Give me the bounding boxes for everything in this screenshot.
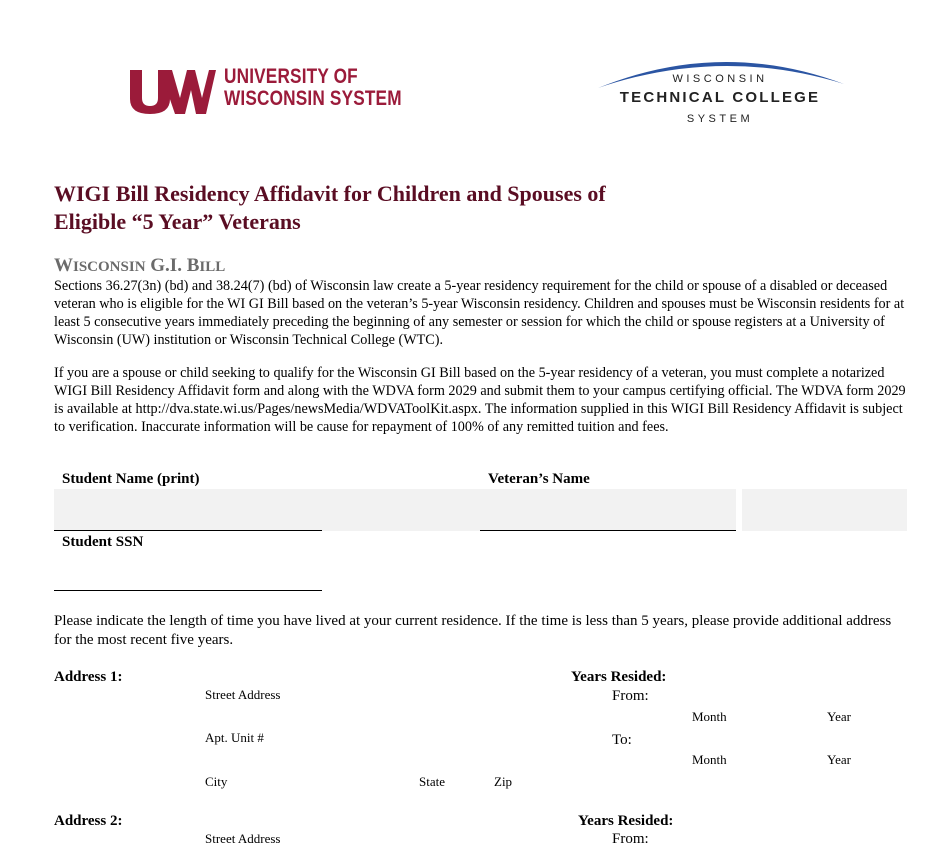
address2-label: Address 2: [54, 813, 123, 829]
title-line1: WIGI Bill Residency Affidavit for Children and Spouses of [54, 181, 606, 206]
uw-logo-line1: UNIVERSITY OF [224, 65, 358, 88]
uw-logo-line2: WISCONSIN SYSTEM [224, 87, 402, 110]
address2-years-resided-label: Years Resided: [578, 813, 674, 829]
paragraph-instructions: If you are a spouse or child seeking to qualify for the Wisconsin GI Bill based on the 5-year residency of a veteran, you must complete a notarized WIGI Bill Residency Affidavit form and along with the WDVA form 2029 and submit them to your campus certifying official. The WDVA form 2029 is available at http://dva.state.wi.us/Pages/newsMedia/WDVAToolKit.aspx. The information supplied in this WIGI Bill Residency Affidavit is subject to verification. Inaccurate information will be cause for repayment of 100% of any remitted tuition and fees. [54, 365, 906, 435]
section-heading-gi: G.I. B [145, 255, 200, 276]
document-title [54, 180, 694, 236]
section-heading-ill: ILL [199, 259, 226, 275]
veterans-name-underline [480, 530, 736, 531]
title-line2: Eligible “5 Year” Veterans [54, 209, 301, 234]
section-heading [54, 255, 225, 277]
student-ssn-label: Student SSN [62, 534, 144, 550]
address1-zip-label: Zip [494, 774, 513, 789]
address1-from-month-label: Month [692, 709, 727, 724]
address1-label: Address 1: [54, 669, 123, 685]
address1-from-label: From: [612, 688, 649, 704]
address1-street-label: Street Address [205, 687, 281, 702]
student-name-field[interactable] [54, 489, 322, 531]
section-heading-isconsin: ISCONSIN [73, 259, 146, 275]
wtcs-logo-top: WISCONSIN [672, 73, 768, 85]
address1-to-month-label: Month [692, 752, 727, 767]
residence-instructions: Please indicate the length of time you have lived at your current residence. If the time is less than 5 years, please provide additional address for the most recent five years. [54, 613, 892, 648]
student-ssn-underline [54, 590, 322, 591]
name-field-gap-shade [322, 489, 480, 531]
student-name-underline [54, 530, 322, 531]
paragraph-requirements: Sections 36.27(3n) (bd) and 38.24(7) (bd) of Wisconsin law create a 5-year residency requirement for the child or spouse of a disabled or deceased veteran who is eligible for the WI GI Bill based on the veteran’s 5-year Wisconsin residency. Children and spouses must be Wisconsin residents for at least 5 consecutive years immediately preceding the beginning of any semester or session for which the child or spouse registers at a University of Wisconsin (UW) institution or Wisconsin Technical College (WTC). [54, 278, 905, 348]
student-name-label: Student Name (print) [62, 471, 200, 487]
uw-logo-mark [130, 68, 216, 116]
student-ssn-field[interactable] [54, 552, 322, 590]
address1-years-resided-label: Years Resided: [571, 669, 667, 685]
address1-to-label: To: [612, 732, 632, 748]
address1-from-year-label: Year [827, 709, 851, 724]
veterans-name-label: Veteran’s Name [488, 471, 590, 487]
address1-apt-label: Apt. Unit # [205, 730, 264, 745]
veterans-name-extra-shade [742, 489, 907, 531]
address2-street-label: Street Address [205, 831, 281, 846]
section-heading-w: W [54, 255, 73, 276]
wtcs-logo-bottom: SYSTEM [686, 113, 754, 125]
address1-to-year-label: Year [827, 752, 851, 767]
uw-logo-text [224, 66, 402, 110]
address2-from-label: From: [612, 831, 649, 847]
address1-city-label: City [205, 774, 228, 789]
wtcs-logo-middle: TECHNICAL COLLEGE [619, 89, 821, 106]
veterans-name-field[interactable] [480, 489, 736, 531]
address1-state-label: State [419, 774, 445, 789]
